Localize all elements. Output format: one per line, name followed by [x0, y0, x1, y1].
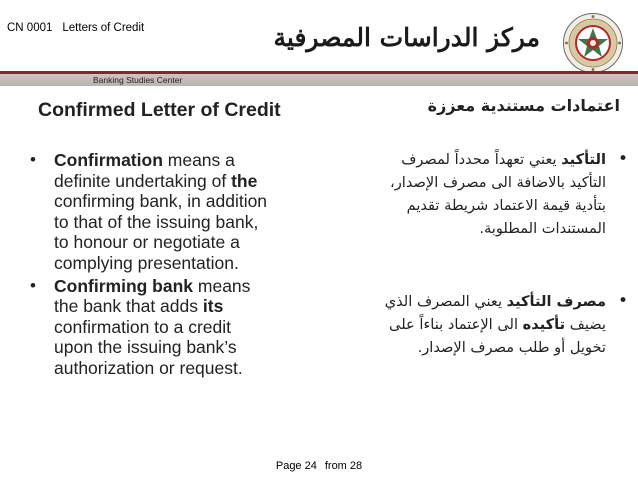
bullet-text: التأكيد بالاضافة الى مصرف الإصدار، — [390, 174, 606, 191]
band-label: Banking Studies Center — [93, 75, 183, 85]
course-title: Letters of Credit — [62, 22, 145, 34]
bullet-text: complying presentation. — [54, 252, 239, 273]
banking-studies-center-emblem-icon — [562, 12, 624, 74]
term-confirmation: Confirmation — [54, 150, 163, 170]
bullet-text: بتأدية قيمة الاعتماد شريطة تقديم — [406, 197, 606, 214]
page-footer — [0, 460, 638, 472]
bullet-text: to honour or negotiate a — [54, 232, 240, 253]
bullet-icon: • — [617, 149, 628, 169]
bullet-text: الى الإعتماد بناءاً على — [389, 316, 523, 333]
bullet-text: authorization or request. — [54, 357, 243, 378]
bullet-text: the bank that adds — [54, 296, 203, 317]
center-name-arabic: مركز الدراسات المصرفية — [273, 23, 540, 52]
list-item — [30, 276, 320, 379]
course-code: CN 0001 — [7, 22, 53, 34]
term-confirming-bank: Confirming bank — [54, 275, 194, 296]
page-number: Page 24 — [275, 460, 317, 472]
bullet-text: confirming bank, in addition — [54, 191, 268, 212]
course-header — [7, 22, 144, 34]
bullet-text: المستندات المطلوبة. — [479, 220, 606, 237]
list-item — [318, 148, 628, 240]
bullet-text: يعني تعهداً محدداً لمصرف — [401, 151, 562, 168]
list-item — [30, 150, 320, 274]
bullet-icon: • — [617, 291, 628, 311]
bullet-bold-text: its — [202, 296, 224, 317]
bullet-bold-text: تأكيده — [522, 316, 566, 333]
term-confirming-bank-ar: مصرف التأكيد — [506, 293, 606, 310]
bullet-text: upon the issuing bank’s — [54, 337, 237, 358]
bullet-text: يعني المصرف الذي — [384, 293, 507, 310]
bullet-text: definite undertaking of — [54, 170, 232, 191]
term-confirmation-ar: التأكيد — [561, 151, 606, 168]
bullet-text: تخويل أو طلب مصرف الإصدار. — [417, 339, 606, 356]
page-total: from 28 — [324, 460, 363, 472]
bullet-bold-text: the — [231, 170, 258, 191]
bullet-icon: • — [30, 275, 36, 295]
bullet-text: means a — [162, 150, 235, 170]
arabic-bullet-list — [318, 148, 628, 359]
bullet-text: to that of the issuing bank, — [54, 211, 259, 232]
slide-title-arabic: اعتمادات مستندية معززة — [427, 96, 620, 115]
slide-title-english: Confirmed Letter of Credit — [38, 99, 281, 121]
bullet-icon: • — [30, 150, 36, 169]
bullet-text: يضيف — [565, 316, 606, 333]
list-item — [318, 290, 628, 359]
bullet-text: confirmation to a credit — [54, 316, 232, 337]
english-bullet-list — [30, 150, 320, 381]
bullet-text: means — [193, 275, 251, 296]
